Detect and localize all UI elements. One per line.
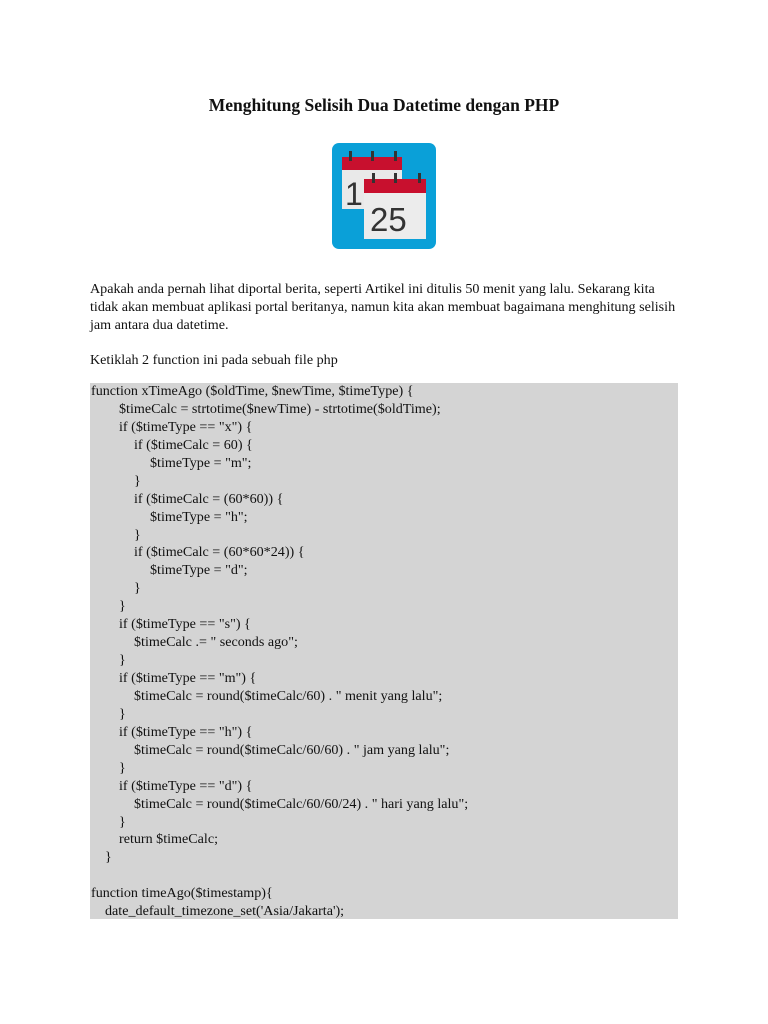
code-line: function timeAgo($timestamp){	[91, 885, 273, 902]
code-line: if ($timeCalc = (60*60)) {	[134, 490, 284, 507]
code-line: $timeCalc = round($timeCalc/60) . " menit yang lalu";	[134, 687, 443, 704]
code-line: }	[105, 849, 112, 866]
code-line: }	[119, 652, 126, 669]
intro-paragraph: Apakah anda pernah lihat diportal berita, seperti Artikel ini ditulis 50 menit yang lalu. Sekarang kita tidak akan membuat aplikasi portal beritanya, namun kita akan membuat bagaimana menghitung selisih jam antara dua datetime.	[90, 281, 676, 334]
code-line: if ($timeType == "s") {	[119, 616, 251, 633]
code-line: $timeCalc .= " seconds ago";	[134, 634, 298, 651]
code-line: function xTimeAgo ($oldTime, $newTime, $timeType) {	[91, 383, 414, 399]
code-line: $timeType = "d";	[150, 562, 248, 579]
code-line	[90, 867, 678, 885]
code-line: $timeType = "h";	[150, 508, 248, 525]
code-line: if ($timeType == "d") {	[119, 777, 253, 794]
calendar-back-number: 1	[345, 176, 363, 212]
code-block	[90, 383, 678, 919]
code-line: if ($timeType == "h") {	[119, 723, 253, 740]
code-line: if ($timeType == "x") {	[119, 418, 253, 435]
code-line: return $timeCalc;	[119, 831, 219, 848]
page-title: Menghitung Selisih Dua Datetime dengan PHP	[208, 95, 560, 115]
code-line: }	[119, 598, 126, 615]
code-line: }	[119, 705, 126, 722]
instruction-paragraph: Ketiklah 2 function ini pada sebuah file php	[90, 352, 338, 368]
code-line: }	[134, 580, 141, 597]
code-line: }	[119, 813, 126, 830]
calendar-front-number: 25	[370, 201, 407, 238]
code-line: if ($timeType == "m") {	[119, 670, 257, 686]
code-line: date_default_timezone_set('Asia/Jakarta');	[105, 903, 345, 919]
code-line: $timeCalc = strtotime($newTime) - strtotime($oldTime);	[119, 400, 441, 417]
code-line: $timeCalc = round($timeCalc/60/60) . " jam yang lalu";	[134, 741, 450, 758]
code-line: if ($timeCalc = 60) {	[134, 436, 253, 453]
code-line: if ($timeCalc = (60*60*24)) {	[134, 544, 305, 561]
calendar-icon	[332, 143, 436, 249]
code-line: }	[134, 472, 141, 489]
code-line: }	[134, 526, 141, 543]
code-line: }	[119, 759, 126, 776]
code-line: $timeCalc = round($timeCalc/60/60/24) . " hari yang lalu";	[134, 795, 469, 812]
code-line: $timeType = "m";	[150, 454, 252, 471]
